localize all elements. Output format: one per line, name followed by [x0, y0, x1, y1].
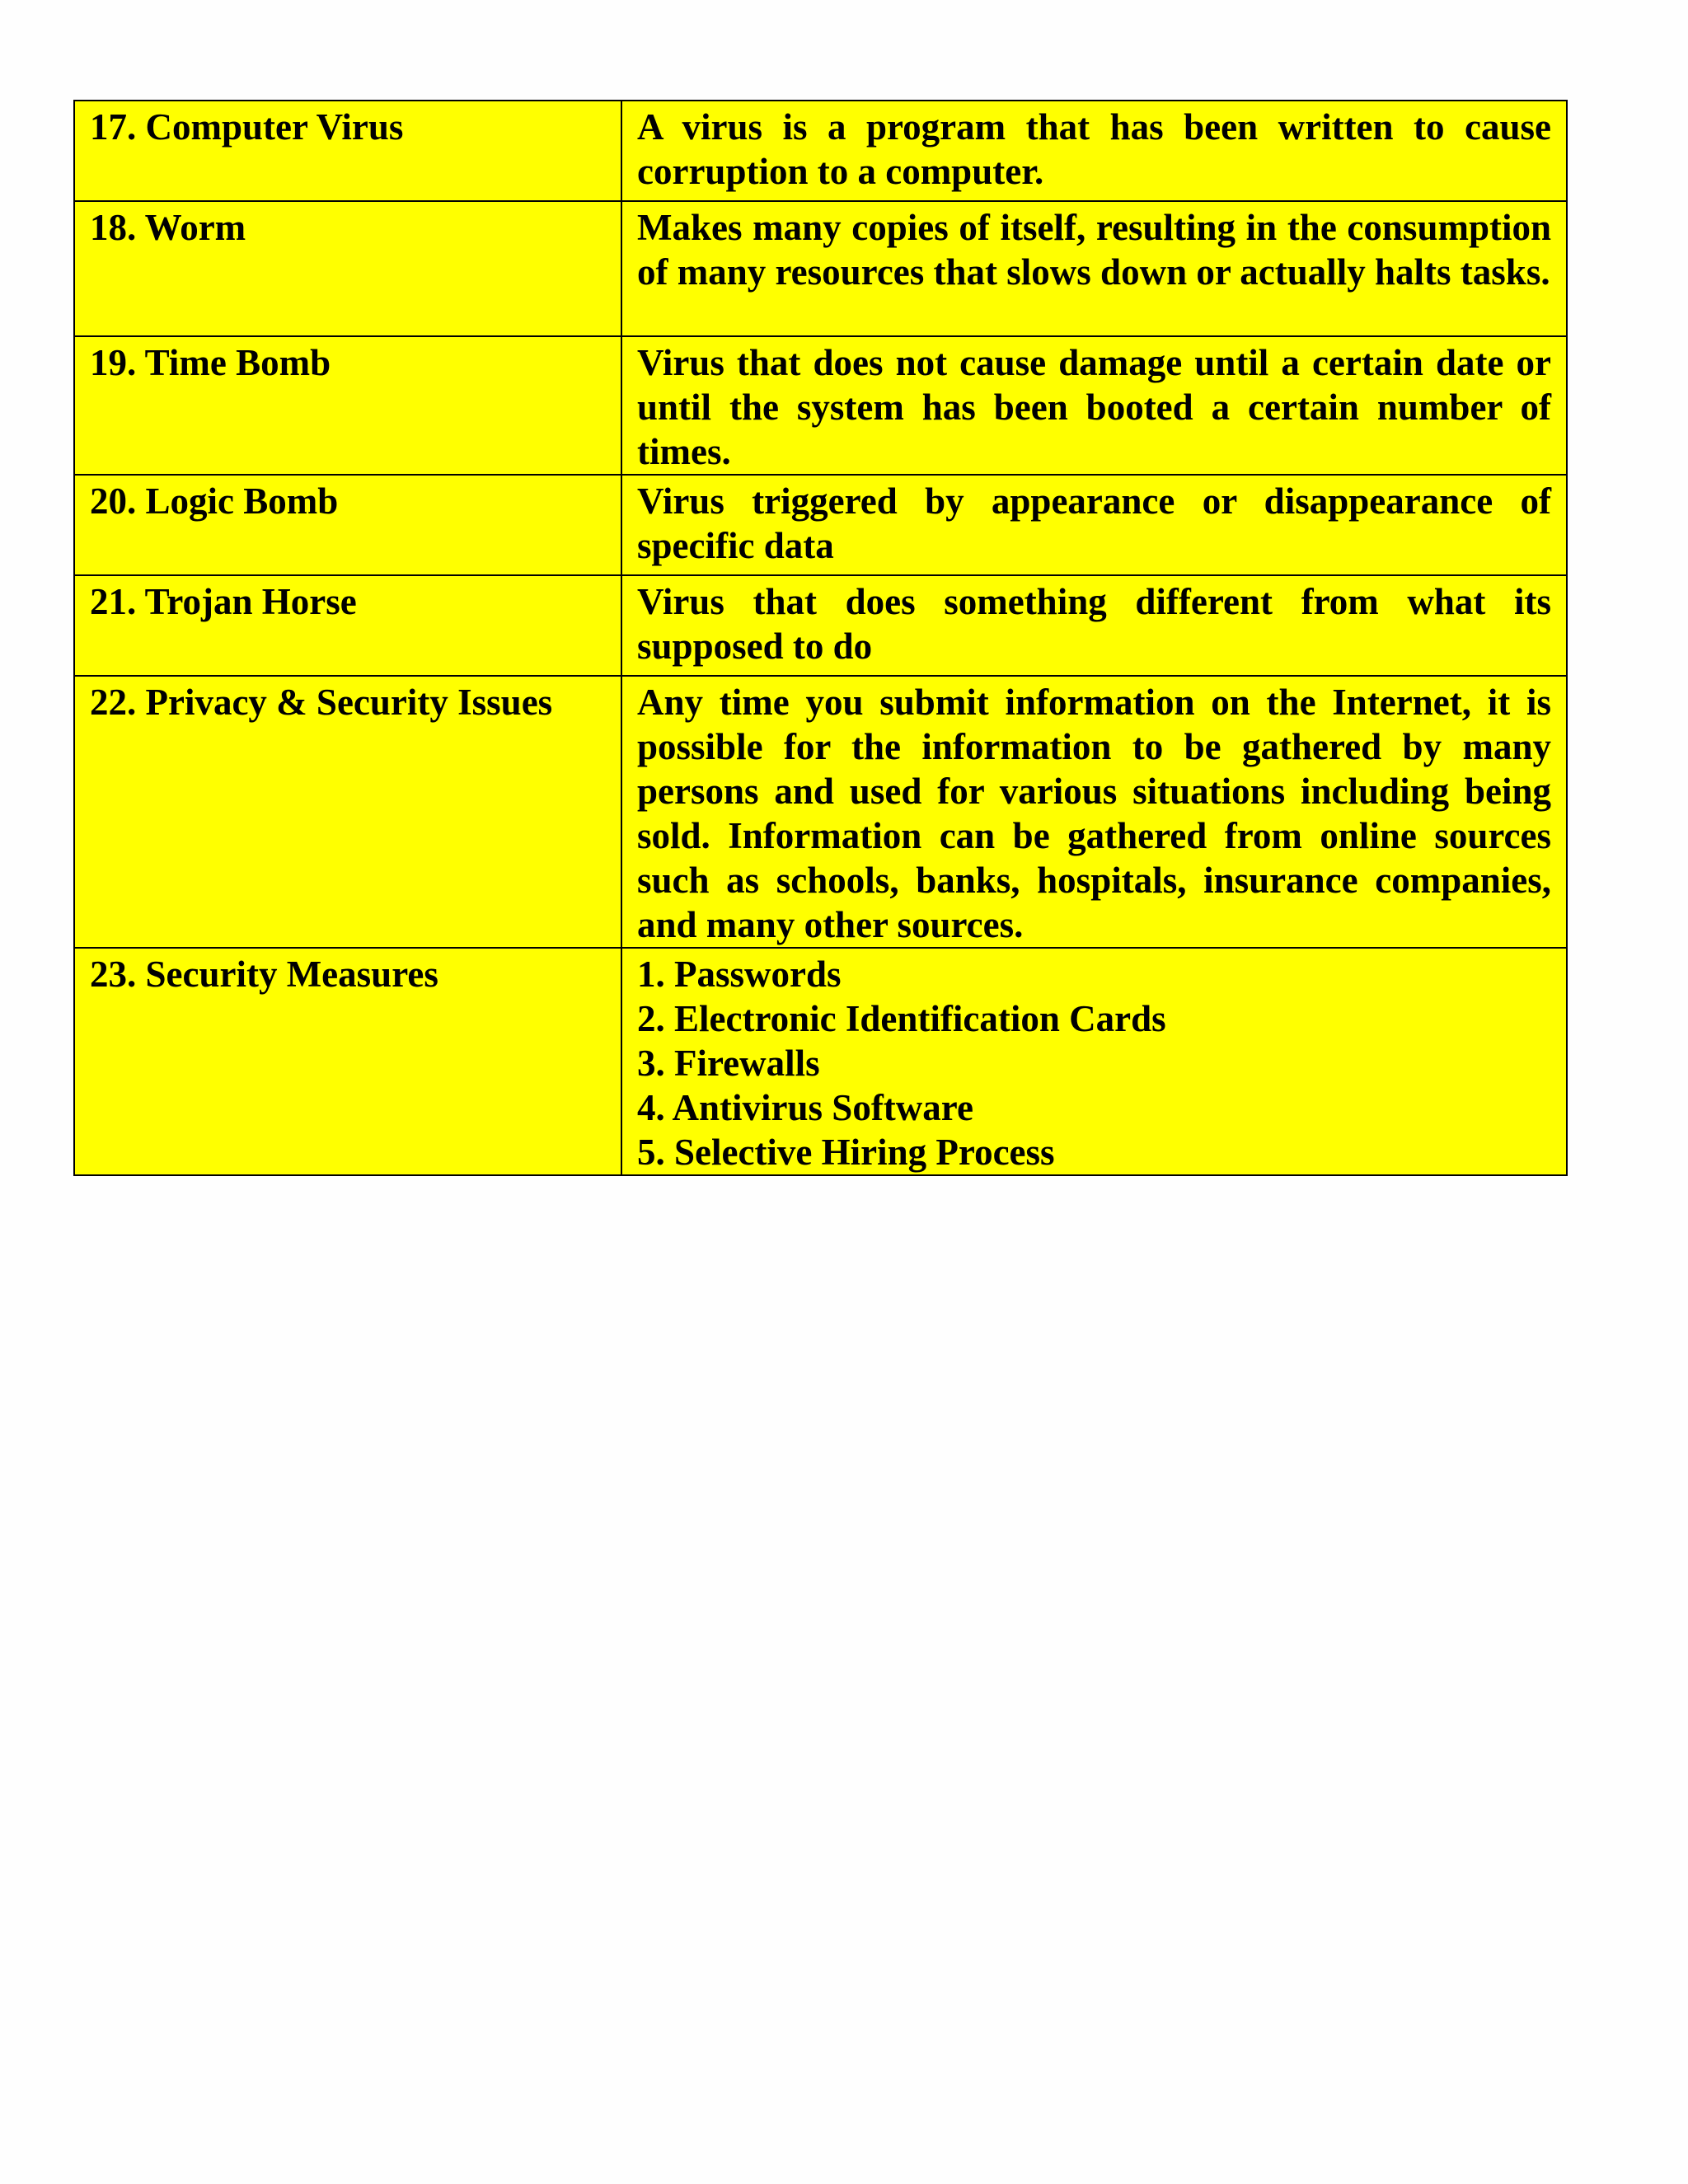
- definition-cell: Makes many copies of itself, resulting in the consumption of many resources that slows down or actually halts tasks.: [621, 201, 1567, 336]
- term-cell: 19. Time Bomb: [74, 336, 621, 475]
- list-item: 5. Selective Hiring Process: [637, 1132, 1055, 1173]
- table-row: [74, 948, 1567, 1175]
- table-row: [74, 201, 1567, 336]
- list-item: 1. Passwords: [637, 954, 842, 995]
- term-cell: 21. Trojan Horse: [74, 575, 621, 676]
- term-cell: 18. Worm: [74, 201, 621, 336]
- definition-cell: Any time you submit information on the Internet, it is possible for the information to be gathered by many persons and used for various situations including being sold. Information can be gathered from online sources such as schools, banks, hospitals, insurance companies, and many other sources.: [621, 676, 1567, 948]
- term-cell: 23. Security Measures: [74, 948, 621, 1175]
- definition-cell: Virus that does something different from what its supposed to do: [621, 575, 1567, 676]
- definition-cell: Virus that does not cause damage until a certain date or until the system has been booted a certain number of times.: [621, 336, 1567, 475]
- table-row: [74, 101, 1567, 201]
- list-item: 4. Antivirus Software: [637, 1087, 973, 1128]
- definition-cell: Virus triggered by appearance or disappearance of specific data: [621, 475, 1567, 575]
- table-row: [74, 475, 1567, 575]
- list-item: 3. Firewalls: [637, 1043, 820, 1084]
- list-item: 2. Electronic Identification Cards: [637, 998, 1166, 1039]
- glossary-table: [73, 100, 1568, 1176]
- term-cell: 22. Privacy & Security Issues: [74, 676, 621, 948]
- definition-list-cell: [621, 948, 1567, 1175]
- term-cell: 20. Logic Bomb: [74, 475, 621, 575]
- term-cell: 17. Computer Virus: [74, 101, 621, 201]
- table-row: [74, 575, 1567, 676]
- table-row: [74, 336, 1567, 475]
- definition-cell: A virus is a program that has been written to cause corruption to a computer.: [621, 101, 1567, 201]
- table-row: [74, 676, 1567, 948]
